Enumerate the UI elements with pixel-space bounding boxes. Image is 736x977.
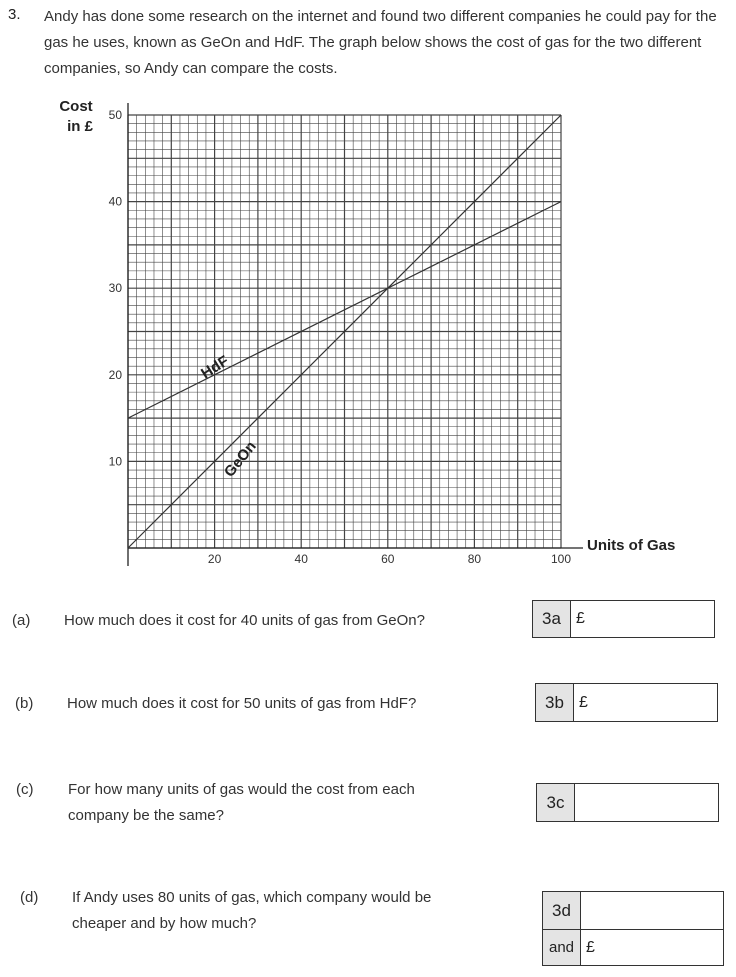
answer-box-3c[interactable] [536,783,719,822]
part-d-question-line1: If Andy uses 80 units of gas, which company would be [72,889,432,906]
x-tick-label: 20 [207,552,222,566]
currency-symbol: £ [586,938,595,956]
part-c-question-line2: company be the same? [68,807,224,824]
answer-box-3b[interactable] [535,683,718,722]
answer-box-3c-label: 3c [537,784,575,821]
part-a-letter: (a) [12,612,31,629]
x-axis-label: Units of Gas [587,537,676,554]
part-d-letter: (d) [20,889,39,906]
y-axis-label-line2: in £ [67,118,93,135]
answer-box-3a-label: 3a [533,601,571,637]
part-c-question-line1: For how many units of gas would the cost from each [68,781,415,798]
part-d-question-line2: cheaper and by how much? [72,915,257,932]
answer-box-3d-amount-row[interactable] [543,930,723,965]
y-tick-label: 20 [108,367,122,382]
hdf-line-label: HdF [198,352,232,383]
answer-box-3b-label: 3b [536,684,574,721]
part-a-question: How much does it cost for 40 units of gas from GeOn? [64,612,425,629]
answer-box-3d[interactable] [542,891,724,966]
y-tick-label: 30 [108,281,122,296]
part-b-letter: (b) [15,695,34,712]
y-tick-label: 50 [108,108,122,122]
question-intro: Andy has done some research on the internet and found two different companies he could pay for the gas he uses, known as GeOn and HdF. The graph below shows the cost of gas for the two different companies, so Andy can compare the costs. [44,8,717,77]
currency-symbol: £ [579,693,588,711]
axes [128,103,583,566]
y-tick-label: 40 [108,194,122,209]
part-c-letter: (c) [16,781,34,798]
answer-box-3a[interactable] [532,600,715,638]
y-tick-label: 10 [108,454,122,469]
answer-box-3d-label: 3d [543,892,581,929]
question-number: 3. [8,6,21,23]
x-tick-label: 60 [381,552,395,566]
y-axis-label-line1: Cost [59,98,93,115]
part-b-question: How much does it cost for 50 units of gas from HdF? [67,695,417,712]
x-tick-label: 100 [550,552,572,566]
x-tick-label: 40 [294,552,308,566]
answer-box-3d-company-row[interactable] [543,892,723,930]
currency-symbol: £ [576,610,585,627]
geon-line-label: GeOn [220,438,260,481]
x-tick-label: 80 [467,552,482,566]
answer-box-and-label: and [543,930,581,965]
